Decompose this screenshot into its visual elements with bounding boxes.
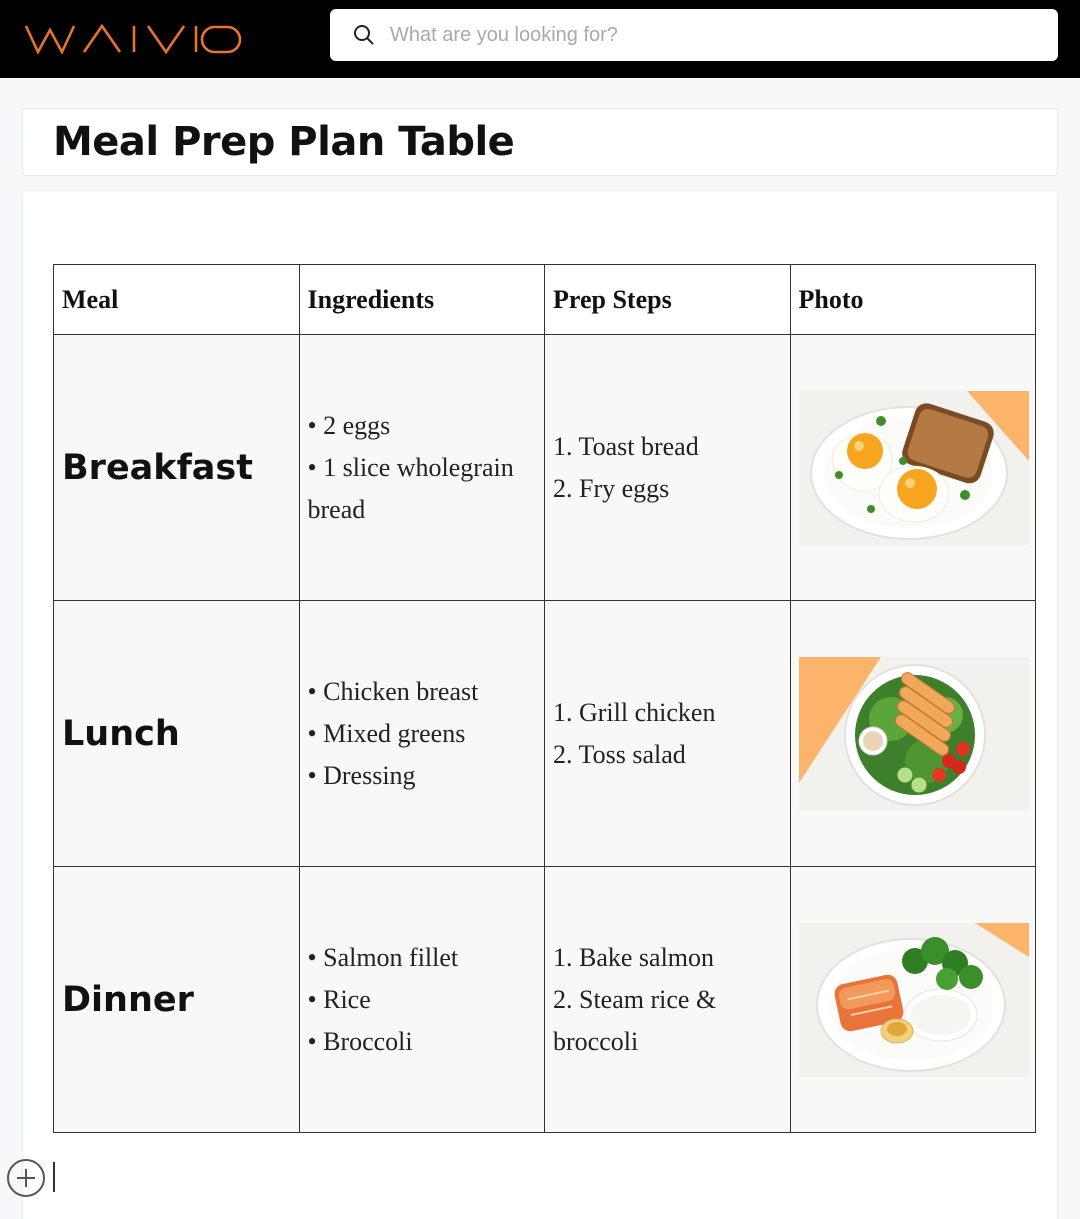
meal-name: Breakfast — [62, 447, 253, 488]
ingredient-line: • Salmon fillet — [307, 942, 459, 972]
text-caret — [53, 1162, 55, 1192]
header-photo: Photo — [790, 265, 1036, 335]
prep-step: 1. Toast bread — [553, 431, 699, 461]
prep-step: 2. Fry eggs — [553, 473, 670, 503]
prep-step: 1. Bake salmon — [553, 942, 715, 972]
prep-step: 2. Toss salad — [553, 739, 686, 769]
top-bar — [0, 0, 1080, 78]
prep-step: broccoli — [553, 1026, 639, 1056]
meal-name: Dinner — [62, 979, 194, 1020]
table-row — [54, 335, 1036, 601]
fried-eggs-toast-photo[interactable] — [799, 391, 1029, 545]
meal-cell — [54, 601, 300, 867]
ingredient-line: • Rice — [307, 984, 371, 1014]
photo-cell — [790, 601, 1036, 867]
photo-cell — [790, 335, 1036, 601]
ingredients-cell — [299, 601, 545, 867]
prep-steps-cell — [545, 867, 791, 1133]
search-input[interactable] — [390, 15, 1058, 55]
meal-prep-table — [53, 264, 1036, 1133]
ingredient-line: • 2 eggs — [307, 410, 391, 440]
search-icon — [352, 23, 376, 47]
search-bar[interactable] — [330, 9, 1058, 61]
header-meal: Meal — [54, 265, 300, 335]
meal-name: Lunch — [62, 713, 180, 754]
chicken-salad-photo[interactable] — [799, 657, 1029, 811]
ingredient-line: • 1 slice wholegrain — [307, 452, 514, 482]
page-title[interactable]: Meal Prep Plan Table — [53, 119, 515, 165]
prep-steps-cell — [545, 601, 791, 867]
add-block-icon[interactable] — [6, 1158, 46, 1198]
meal-cell — [54, 867, 300, 1133]
prep-step: 1. Grill chicken — [553, 697, 716, 727]
ingredients-cell — [299, 867, 545, 1133]
table-header-row — [54, 265, 1036, 335]
ingredient-line: • Mixed greens — [307, 718, 466, 748]
title-card — [22, 108, 1058, 176]
prep-steps-cell — [545, 335, 791, 601]
photo-cell — [790, 867, 1036, 1133]
ingredient-line: • Dressing — [307, 760, 416, 790]
salmon-rice-broccoli-photo[interactable] — [799, 923, 1029, 1077]
waivio-logo[interactable] — [24, 20, 244, 58]
prep-step: 2. Steam rice & — [553, 984, 717, 1014]
ingredient-line: • Chicken breast — [307, 676, 479, 706]
table-row — [54, 867, 1036, 1133]
ingredients-cell — [299, 335, 545, 601]
table-row — [54, 601, 1036, 867]
header-ingredients: Ingredients — [299, 265, 545, 335]
meal-cell — [54, 335, 300, 601]
header-prep-steps: Prep Steps — [545, 265, 791, 335]
ingredient-line: bread — [307, 494, 366, 524]
ingredient-line: • Broccoli — [307, 1026, 413, 1056]
